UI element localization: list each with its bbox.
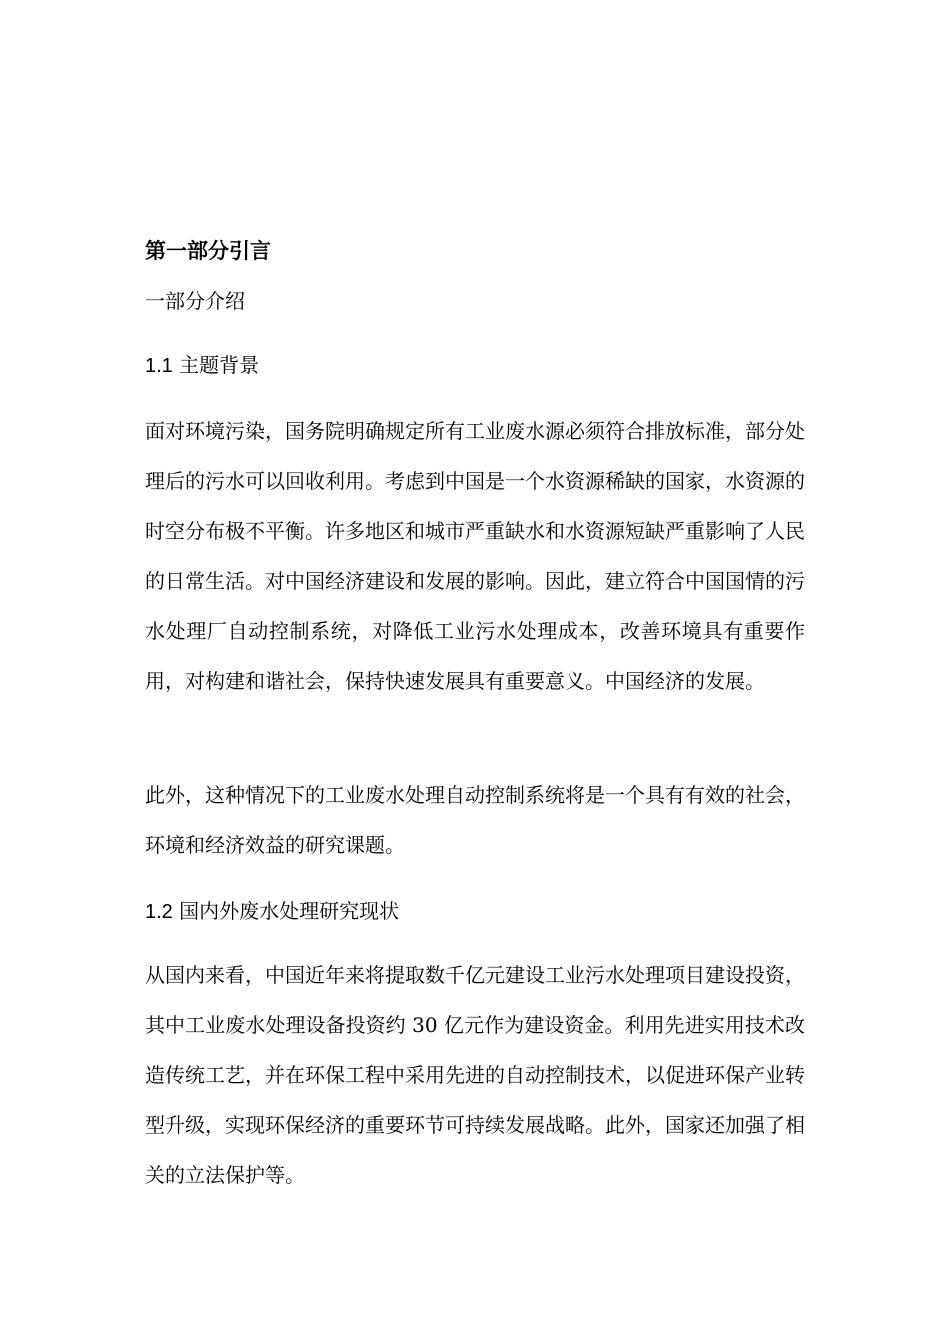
section-1-2-number: 1.2	[145, 901, 173, 923]
section-1-1-title: 主题背景	[179, 353, 260, 377]
section-1-2-title: 国内外废水处理研究现状	[179, 899, 400, 923]
section-1-1-heading	[145, 350, 259, 381]
research-status-paragraph: 从国内来看，中国近年来将提取数千亿元建设工业污水处理项目建设投资，其中工业废水处理设备投资约 30 亿元作为建设资金。利用先进实用技术改造传统工艺，并在环保工程中采用先进的自动控制技术，以促进环保产业转型升级，实现环保经济的重要环节可持续发展战略。此外，国家还加强了相关的立法保护等。	[145, 963, 805, 1187]
section-1-1-number: 1.1	[145, 355, 173, 377]
chapter-title: 第一部分引言	[145, 239, 271, 263]
background-paragraph: 面对环境污染，国务院明确规定所有工业废水源必须符合排放标准，部分处理后的污水可以回收利用。考虑到中国是一个水资源稀缺的国家，水资源的时空分布极不平衡。许多地区和城市严重缺水和水资源短缺严重影响了人民的日常生活。对中国经济建设和发展的影响。因此，建立符合中国国情的污水处理厂自动控制系统，对降低工业污水处理成本，改善环境具有重要作用，对构建和谐社会，保持快速发展具有重要意义。中国经济的发展。	[145, 419, 805, 693]
follow-up-paragraph: 此外，这种情况下的工业废水处理自动控制系统将是一个具有有效的社会，环境和经济效益的研究课题。	[145, 783, 805, 857]
section-intro-heading: 一部分介绍	[145, 289, 245, 313]
section-1-2-heading	[145, 896, 399, 927]
